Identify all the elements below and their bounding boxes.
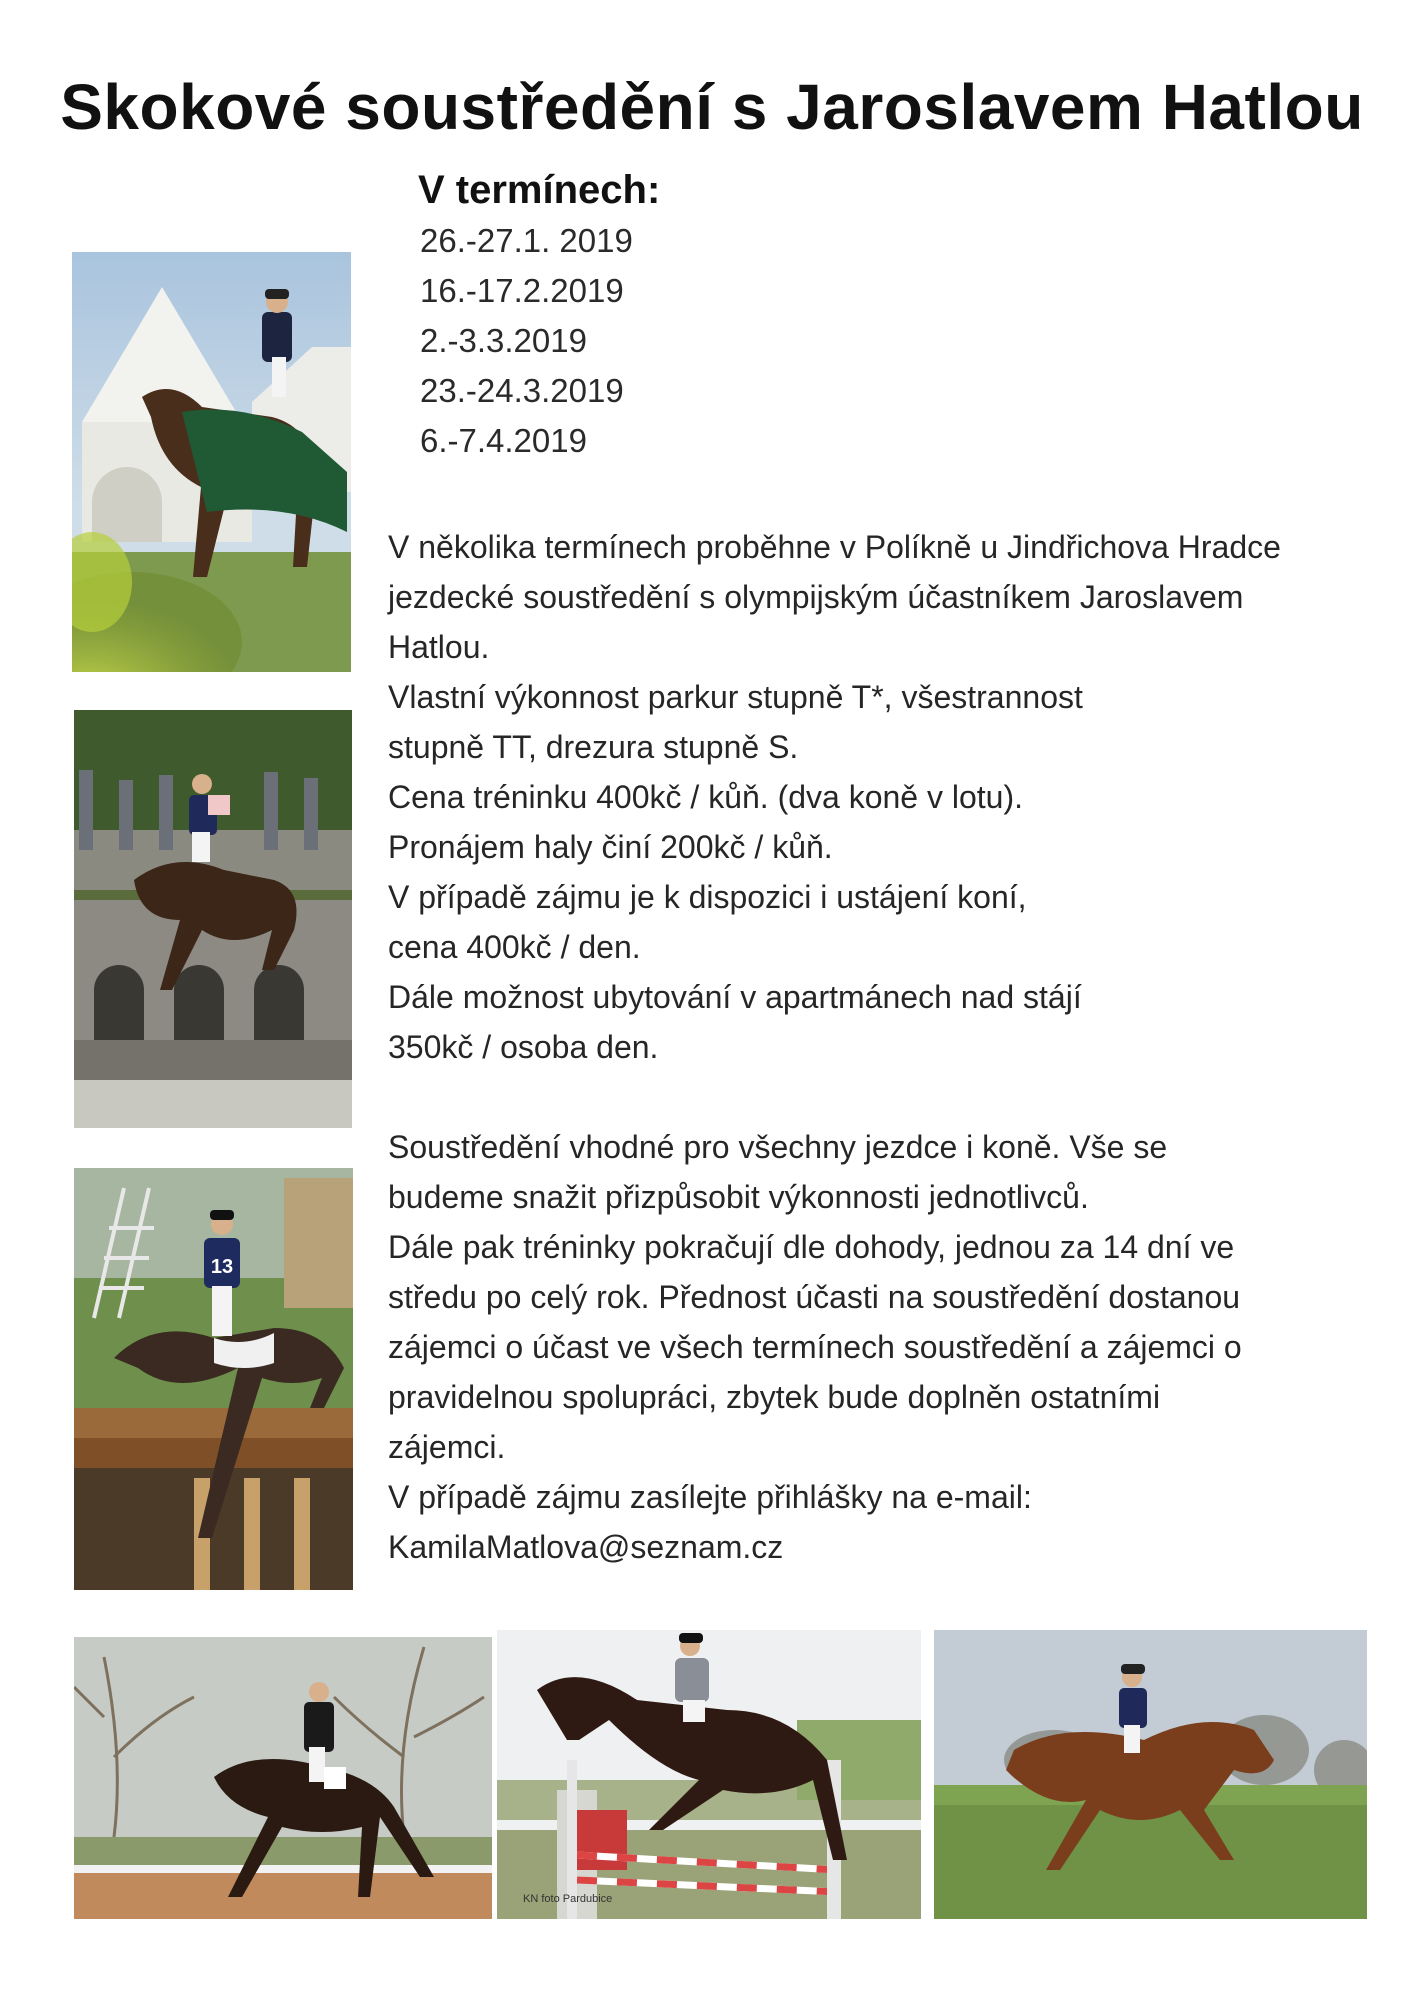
date-item: 6.-7.4.2019 bbox=[420, 422, 587, 459]
photo-show-jumping bbox=[497, 1630, 921, 1919]
date-item: 16.-17.2.2019 bbox=[420, 272, 624, 309]
dates-list bbox=[420, 216, 633, 466]
date-item: 2.-3.3.2019 bbox=[420, 322, 587, 359]
date-item: 26.-27.1. 2019 bbox=[420, 222, 633, 259]
intro-paragraph: V několika termínech proběhne v Políkně u Jindřichova Hradce jezdecké soustředění s olympijským účastníkem Jaroslavem Hatlou. Vlastní výkonnost parkur stupně T*, všestrannost stupně TT, drezura stupně S. Cena tréninku 400kč / kůň. (dva koně v lotu). Pronájem haly činí 200kč / kůň. V případě zájmu je k dispozici i ustájení koní, cena 400kč / den. Dále možnost ubytování v apartmánech nad stájí 350kč / osoba den. bbox=[388, 529, 1281, 1065]
bib-number: 13 bbox=[210, 1256, 234, 1278]
intro-text-block bbox=[388, 522, 1398, 1072]
details-paragraph: Soustředění vhodné pro všechny jezdce i koně. Vše se budeme snažit přizpůsobit výkonnosti jednotlivců. Dále pak tréninky pokračují dle dohody, jednou za 14 dní ve středu po celý rok. Přednost účasti na soustředění dostanou zájemci o účast ve všech termínech soustředění a zájemci o pravidelnou spolupráci, zbytek bude doplněn ostatními zájemci. V případě zájmu zasílejte přihlášky na e-mail: KamilaMatlova@seznam.cz bbox=[388, 1129, 1242, 1565]
dates-heading: V termínech: bbox=[418, 168, 661, 212]
date-item: 23.-24.3.2019 bbox=[420, 372, 624, 409]
photo-rider-tent bbox=[72, 252, 351, 672]
photo-watermark: KN foto Pardubice bbox=[523, 1893, 613, 1905]
photo-dressage bbox=[74, 1637, 492, 1919]
page-title: Skokové soustředění s Jaroslavem Hatlou bbox=[60, 71, 1364, 143]
photo-log-jump bbox=[74, 1168, 353, 1590]
photo-stone-wall-jump bbox=[74, 710, 352, 1128]
details-text-block bbox=[388, 1122, 1398, 1572]
photo-gallop bbox=[934, 1630, 1367, 1919]
